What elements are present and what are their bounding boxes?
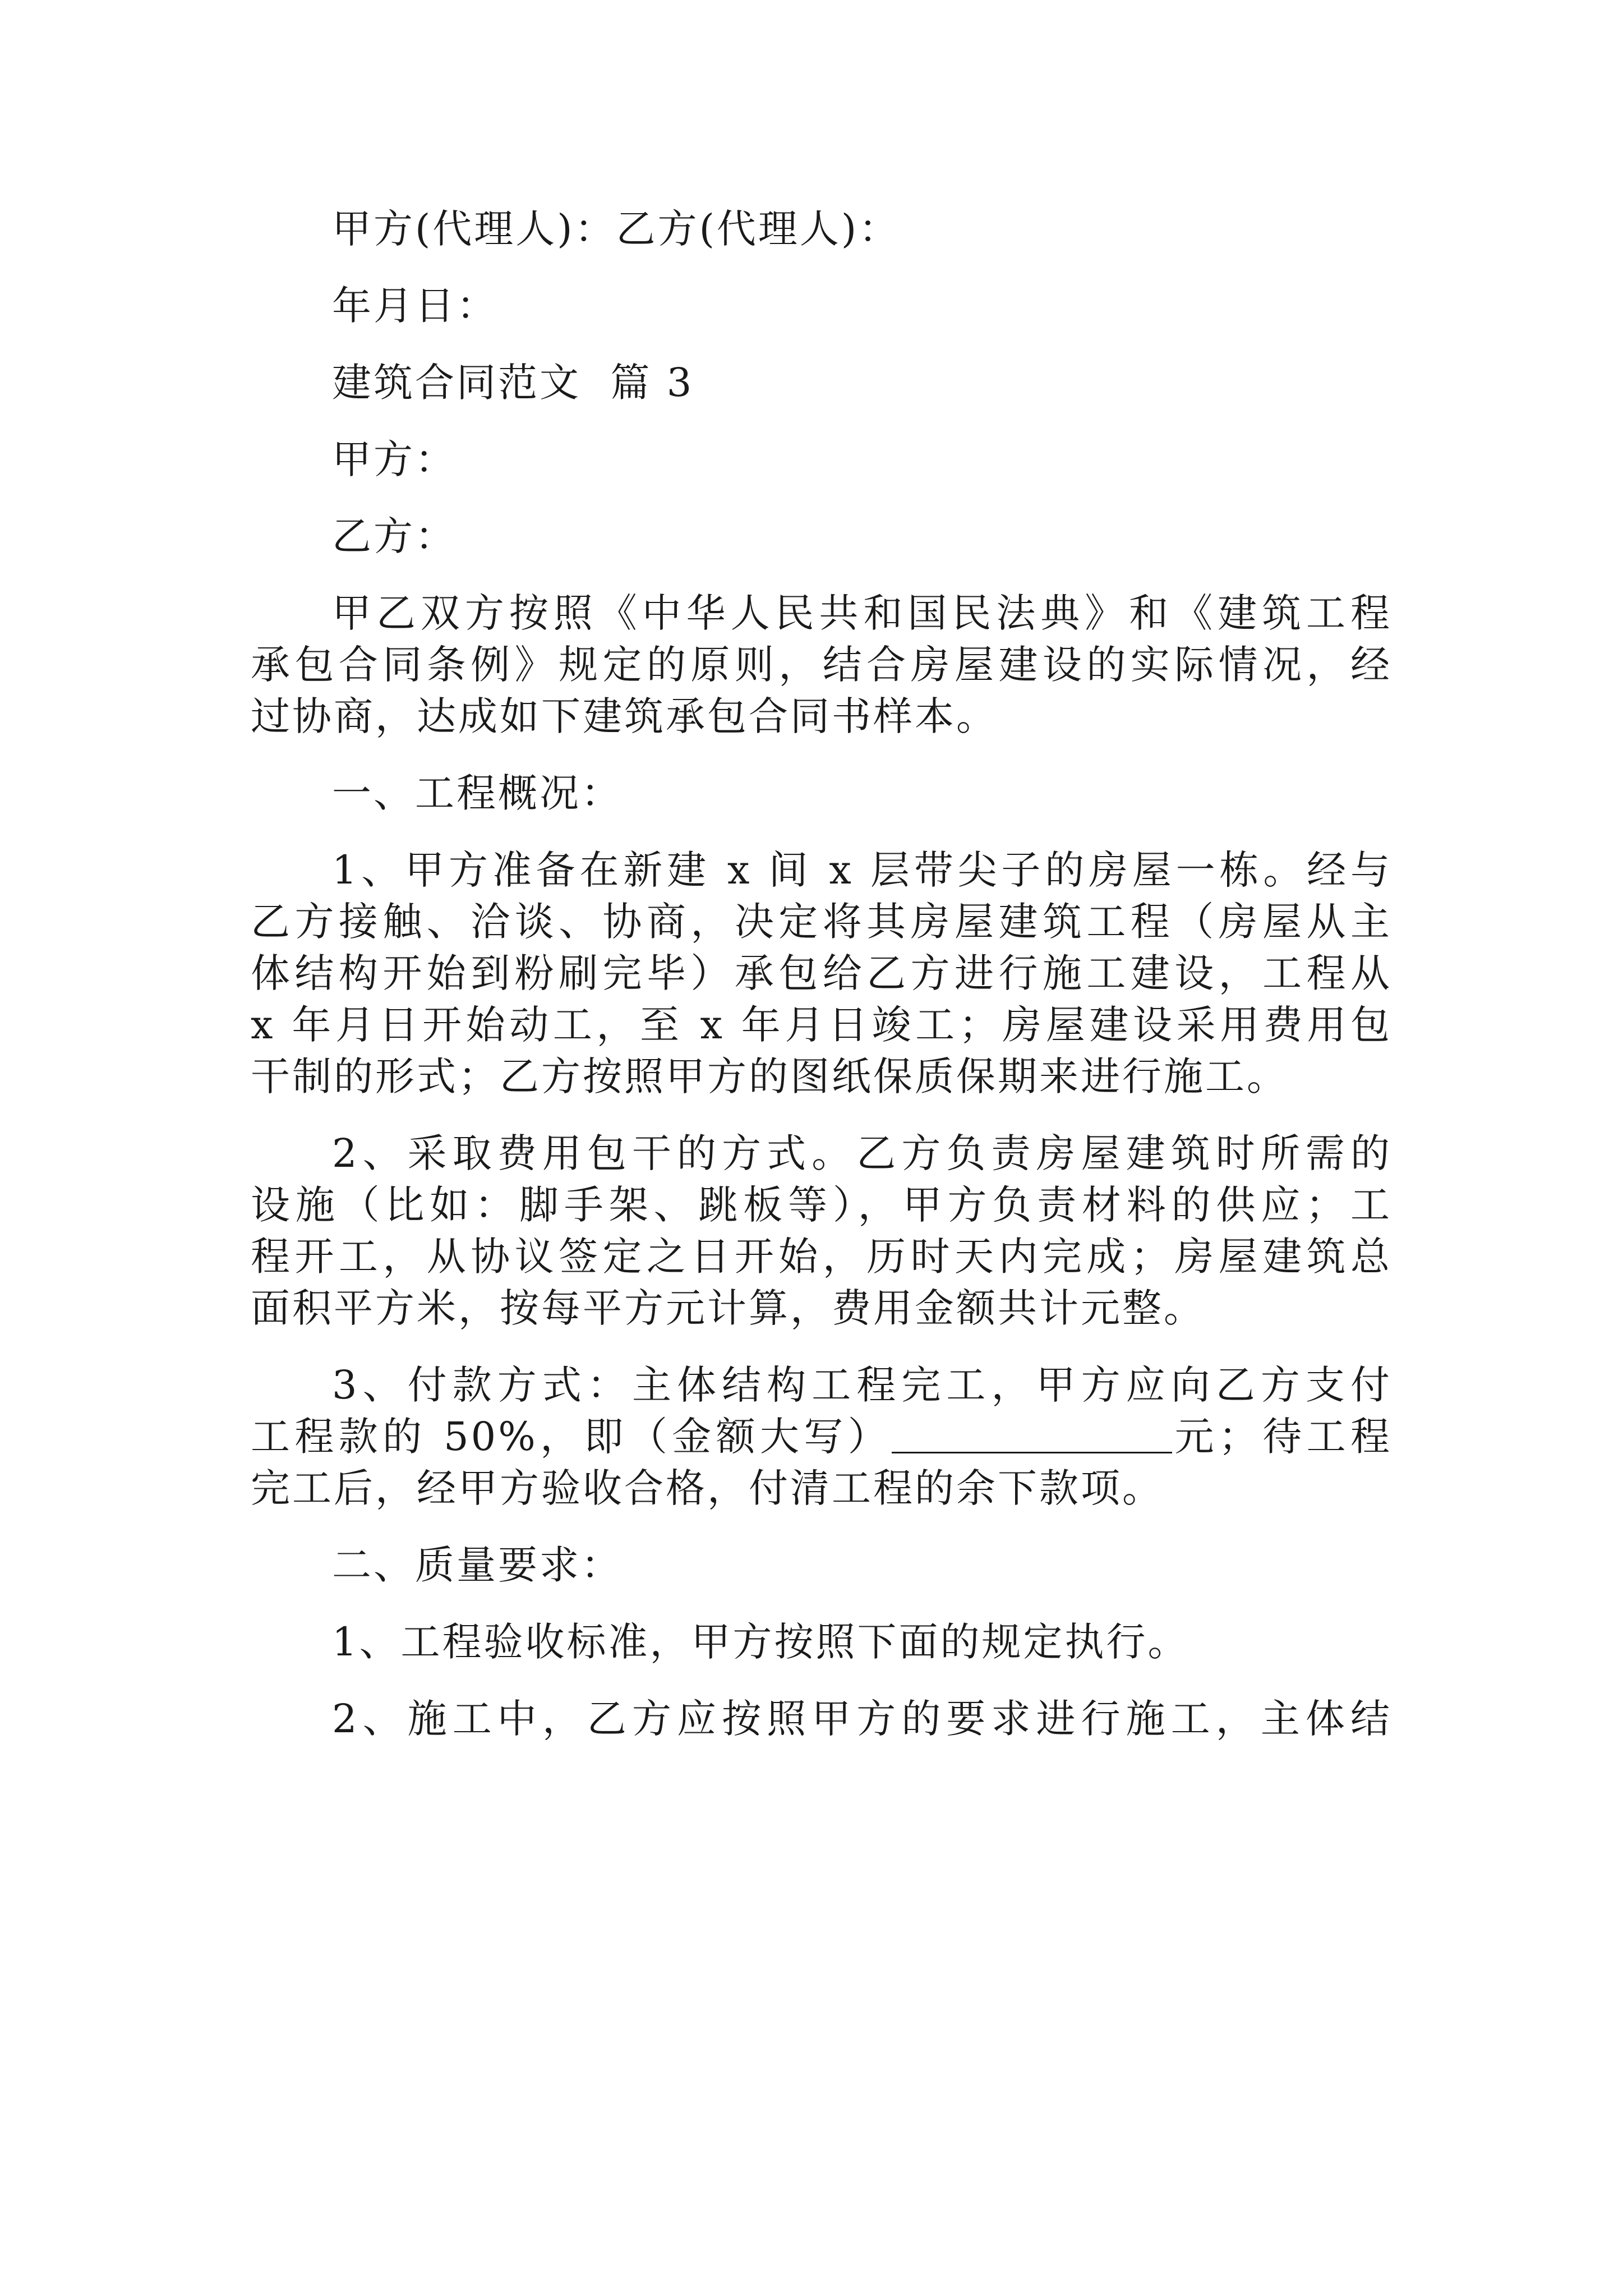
paragraph-line: 程开工，从协议签定之日开始，历时天内完成；房屋建筑总 (251, 1234, 1392, 1280)
date-line: 年月日： (332, 283, 498, 329)
paragraph-line: 甲乙双方按照《中华人民共和国民法典》和《建筑工程 (332, 590, 1392, 636)
clause-1-1 (251, 844, 1392, 1102)
party-a-line: 甲方： (332, 436, 457, 482)
section-title: 建筑合同范文 篇 3 (332, 360, 694, 406)
clause-1-2 (251, 1128, 1392, 1334)
payment-text-after: 元；待工程 (1172, 1414, 1392, 1460)
party-b-line: 乙方： (332, 513, 457, 559)
paragraph-line: 3、付款方式：主体结构工程完工，甲方应向乙方支付 (332, 1362, 1392, 1408)
paragraph-line: 乙方接触、洽谈、协商，决定将其房屋建筑工程（房屋从主 (251, 899, 1392, 945)
clause-2-1: 1、工程验收标准，甲方按照下面的规定执行。 (332, 1619, 1189, 1665)
heading-project-overview: 一、工程概况： (332, 770, 623, 816)
payment-text-before: 工程款的 50%，即（金额大写） (251, 1414, 892, 1460)
paragraph-line: 体结构开始到粉刷完毕）承包给乙方进行施工建设，工程从 (251, 950, 1392, 996)
amount-blank-field (892, 1412, 1172, 1453)
paragraph-line: 干制的形式；乙方按照甲方的图纸保质保期来进行施工。 (251, 1053, 1288, 1099)
paragraph-line: x 年月日开始动工，至 x 年月日竣工；房屋建设采用费用包 (251, 1002, 1392, 1048)
document-body (251, 203, 1392, 1745)
signature-line: 甲方(代理人)：乙方(代理人)： (332, 206, 901, 252)
paragraph-line: 面积平方米，按每平方元计算，费用金额共计元整。 (251, 1285, 1205, 1331)
heading-quality-requirements: 二、质量要求： (332, 1542, 623, 1588)
paragraph-line: 设施（比如：脚手架、跳板等），甲方负责材料的供应；工 (251, 1182, 1392, 1228)
paragraph-line-with-blank (251, 1411, 1392, 1462)
clause-1-3 (251, 1359, 1392, 1514)
paragraph-line: 承包合同条例》规定的原则，结合房屋建设的实际情况，经 (251, 642, 1392, 688)
paragraph-line: 2、采取费用包干的方式。乙方负责房屋建筑时所需的 (332, 1130, 1392, 1176)
paragraph-line: 完工后，经甲方验收合格，付清工程的余下款项。 (251, 1465, 1164, 1511)
intro-paragraph (251, 587, 1392, 742)
paragraph-line: 1、甲方准备在新建 x 间 x 层带尖子的房屋一栋。经与 (332, 847, 1392, 893)
paragraph-line: 过协商，达成如下建筑承包合同书样本。 (251, 693, 998, 739)
clause-2-2: 2、施工中，乙方应按照甲方的要求进行施工，主体结 (332, 1696, 1392, 1742)
